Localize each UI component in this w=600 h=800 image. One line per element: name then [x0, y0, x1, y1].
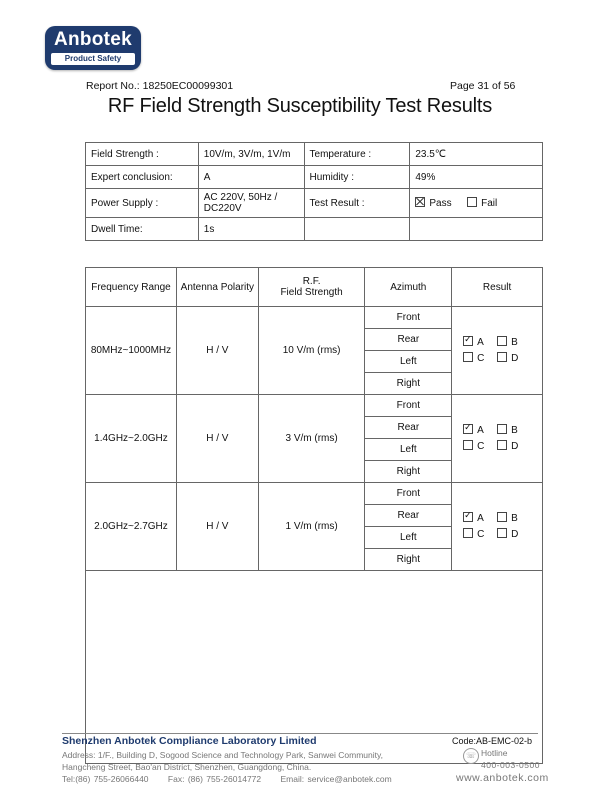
header-antenna: Antenna Polarity [176, 268, 258, 307]
pass-checkbox [415, 197, 425, 207]
fail-checkbox [467, 197, 477, 207]
azimuth-cell: Front [365, 483, 452, 505]
temperature-label: Temperature : [304, 143, 410, 166]
footer-tel: Tel:(86) 755-26066440 [62, 774, 149, 784]
result-option [463, 527, 497, 543]
unchecked-box-icon [497, 336, 507, 346]
antenna-polarity: H / V [176, 395, 258, 483]
result-option [497, 511, 531, 527]
checked-box-icon [463, 512, 473, 522]
checked-box-icon [463, 424, 473, 434]
result-option-label: A [477, 424, 484, 436]
unchecked-box-icon [497, 440, 507, 450]
result-option [497, 527, 531, 543]
expert-conclusion-value: A [198, 166, 304, 189]
azimuth-cell: Right [365, 549, 452, 571]
result-option-label: D [511, 528, 519, 540]
humidity-value: 49% [410, 166, 543, 189]
power-supply-value [198, 189, 304, 218]
footer-code: Code:AB-EMC-02-b [452, 736, 533, 746]
azimuth-cell: Left [365, 439, 452, 461]
result-options [463, 511, 531, 543]
test-info-table [85, 142, 543, 241]
frequency-range: 2.0GHz~2.7GHz [86, 483, 177, 571]
header-result: Result [452, 268, 543, 307]
antenna-polarity: H / V [176, 307, 258, 395]
antenna-polarity: H / V [176, 483, 258, 571]
unchecked-box-icon [497, 512, 507, 522]
azimuth-cell: Right [365, 373, 452, 395]
dwell-time-value: 1s [198, 218, 304, 241]
result-option [497, 423, 531, 439]
header-rf-field-strength [258, 268, 365, 307]
result-cell [452, 307, 543, 395]
page-number: Page 31 of 56 [450, 80, 516, 92]
result-options [463, 335, 531, 367]
header-azimuth: Azimuth [365, 268, 452, 307]
fail-label: Fail [481, 198, 498, 209]
frequency-range: 1.4GHz~2.0GHz [86, 395, 177, 483]
result-option-label: C [477, 352, 485, 364]
result-option-label: C [477, 440, 485, 452]
result-option-label: B [511, 424, 518, 436]
result-option [497, 351, 531, 367]
temperature-value: 23.5℃ [410, 143, 543, 166]
result-option [463, 423, 497, 439]
unchecked-box-icon [463, 528, 473, 538]
field-strength: 10 V/m (rms) [258, 307, 365, 395]
header-rf-line1: R.F. [302, 276, 321, 287]
test-result-value [410, 189, 543, 218]
footer-email: Email: service@anbotek.com [280, 774, 392, 784]
result-option [463, 335, 497, 351]
result-cell [452, 483, 543, 571]
footer-hotline-label: Hotline [481, 748, 508, 758]
azimuth-cell: Front [365, 395, 452, 417]
azimuth-cell: Left [365, 527, 452, 549]
result-option-label: A [477, 336, 484, 348]
result-cell [452, 395, 543, 483]
unchecked-box-icon [497, 528, 507, 538]
anbotek-logo [45, 26, 141, 70]
pass-label: Pass [429, 198, 452, 209]
power-supply-label: Power Supply : [86, 189, 199, 218]
result-option [463, 511, 497, 527]
dwell-time-label: Dwell Time: [86, 218, 199, 241]
result-option-label: D [511, 352, 519, 364]
footer-divider [62, 733, 538, 734]
expert-conclusion-label: Expert conclusion: [86, 166, 199, 189]
result-option [463, 351, 497, 367]
phone-icon: ☏ [463, 748, 479, 764]
azimuth-cell: Rear [365, 329, 452, 351]
header-rf-line2: Field Strength [280, 287, 343, 298]
result-option [463, 439, 497, 455]
azimuth-cell: Rear [365, 505, 452, 527]
unchecked-box-icon [463, 440, 473, 450]
result-option-label: A [477, 512, 484, 524]
power-supply-line1: AC 220V, 50Hz / [203, 192, 278, 203]
table-row [86, 307, 543, 329]
logo-tagline: Product Safety [51, 53, 135, 65]
field-strength-label: Field Strength : [86, 143, 199, 166]
footer-fax: Fax: (86) 755-26014772 [167, 774, 262, 784]
result-option [497, 439, 531, 455]
result-option-label: D [511, 440, 519, 452]
test-result-label: Test Result : [304, 189, 410, 218]
unchecked-box-icon [463, 352, 473, 362]
result-option-label: B [511, 512, 518, 524]
power-supply-line2: DC220V [203, 203, 242, 214]
field-strength: 3 V/m (rms) [258, 395, 365, 483]
footer-contact [62, 774, 408, 784]
empty-cell [304, 218, 410, 241]
footer-company: Shenzhen Anbotek Compliance Laboratory Limited [62, 735, 317, 747]
frequency-range: 80MHz~1000MHz [86, 307, 177, 395]
header-frequency: Frequency Range [86, 268, 177, 307]
table-row [86, 395, 543, 417]
result-option-label: C [477, 528, 485, 540]
logo-brand: Anbotek [53, 29, 133, 50]
humidity-label: Humidity : [304, 166, 410, 189]
footer-address: Address: 1/F., Building D, Sogood Science and Technology Park, Sanwei Community, [62, 750, 383, 760]
result-options [463, 423, 531, 455]
footer-hotline-number: 400-003-0500 [481, 760, 540, 770]
azimuth-cell: Front [365, 307, 452, 329]
unchecked-box-icon [497, 424, 507, 434]
unchecked-box-icon [497, 352, 507, 362]
field-strength-value: 10V/m, 3V/m, 1V/m [198, 143, 304, 166]
results-table [85, 267, 543, 764]
footer-street: Hangcheng Street, Bao'an District, Shenzhen, Guangdong, China. [62, 762, 312, 772]
report-number: Report No.: 18250EC00099301 [86, 80, 234, 92]
azimuth-cell: Right [365, 461, 452, 483]
page-title: RF Field Strength Susceptibility Test Results [107, 95, 493, 117]
result-option-label: B [511, 336, 518, 348]
result-option [497, 335, 531, 351]
footer-website: www.anbotek.com [456, 772, 549, 784]
empty-cell [410, 218, 543, 241]
azimuth-cell: Left [365, 351, 452, 373]
table-row [86, 483, 543, 505]
field-strength: 1 V/m (rms) [258, 483, 365, 571]
azimuth-cell: Rear [365, 417, 452, 439]
checked-box-icon [463, 336, 473, 346]
